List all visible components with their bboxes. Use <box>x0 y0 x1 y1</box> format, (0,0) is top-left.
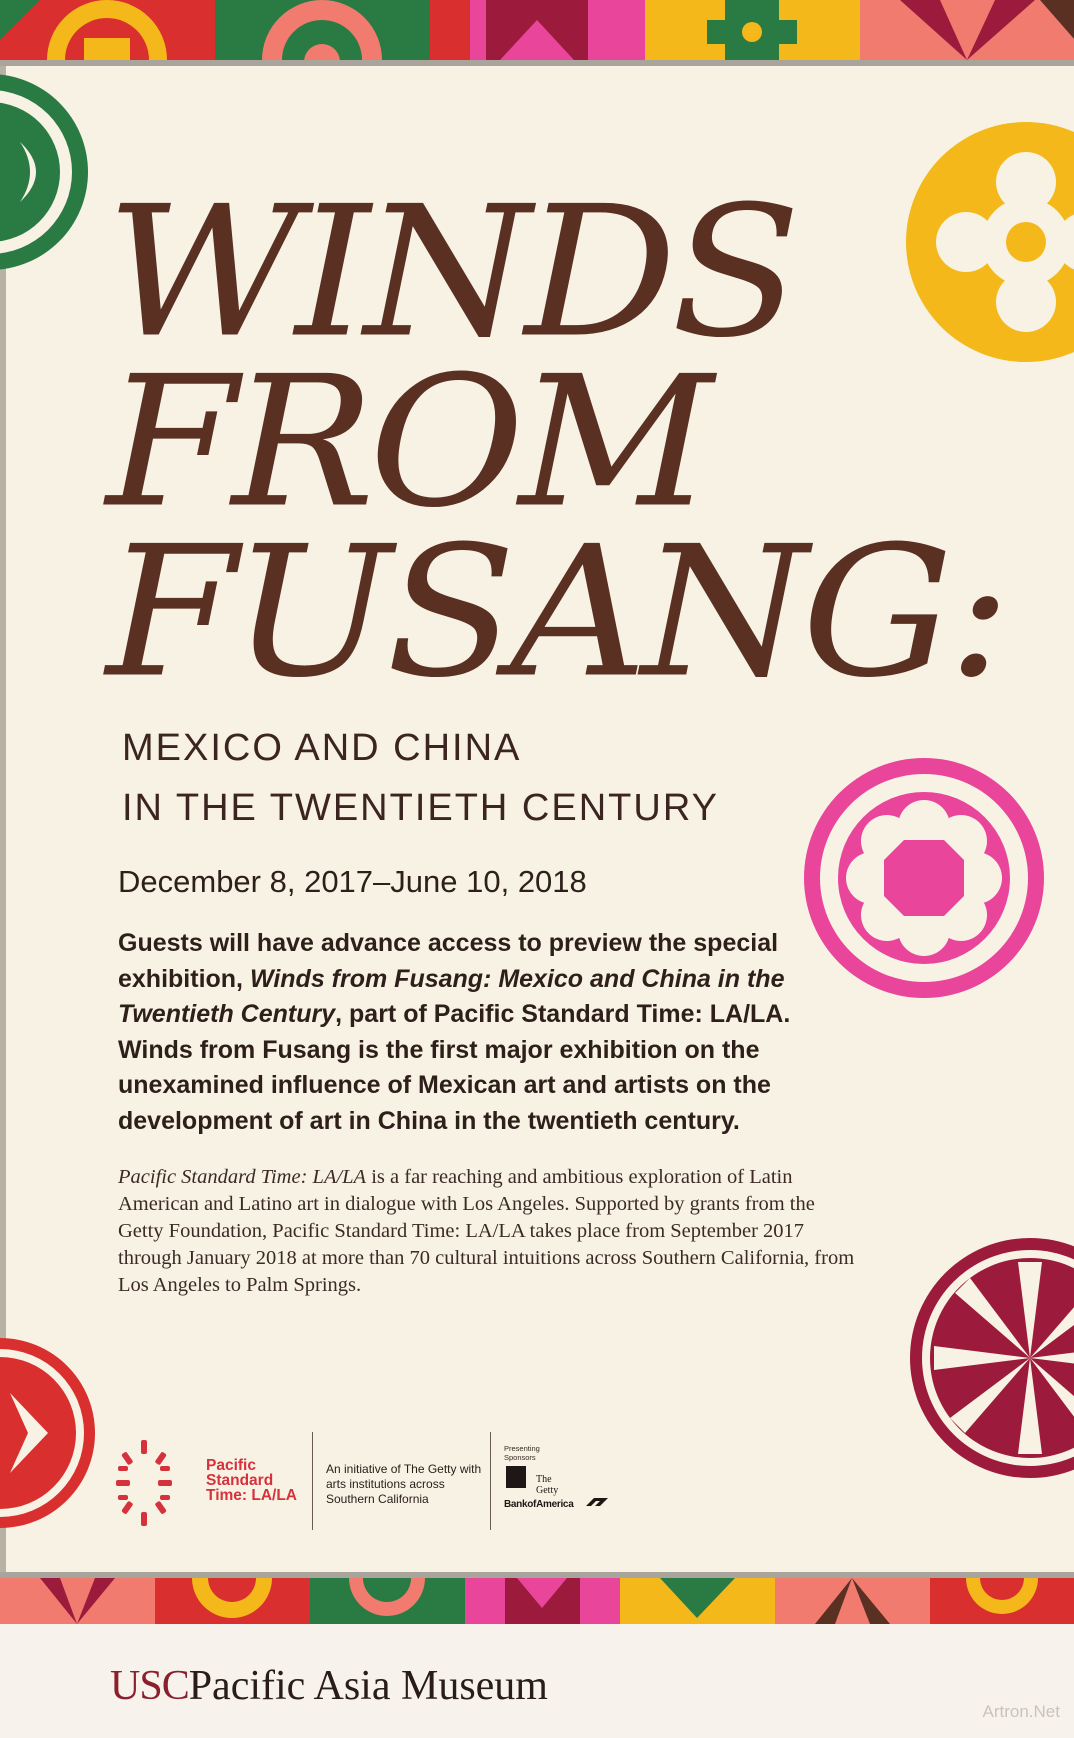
bank-of-america-logo-text: BankofAmerica <box>504 1499 574 1510</box>
body-pst-name: Pacific Standard Time: LA/LA <box>118 1166 367 1188</box>
subtitle-line-2: IN THE TWENTIETH CENTURY <box>122 787 719 829</box>
title-line-2: FROM <box>106 337 708 548</box>
title-line-3: FUSANG: <box>106 507 1006 718</box>
pst-logo-line-3: Time: LA/LA <box>206 1487 297 1504</box>
getty-logo-text: The Getty <box>536 1474 559 1496</box>
lead-text-end: , part of Pacific Standard Time: LA/LA. Winds from Fusang is the first major exhibition on the unexamined influence of Mexican art and artists on the development of art in China in the twentieth century. <box>118 1000 791 1135</box>
lead-exhibition-name: Winds from Fusang: Mexico and China in the Twentieth Century <box>118 964 785 1028</box>
crimson-ornament-tile <box>860 0 1074 60</box>
bottom-pattern-band <box>0 1578 1074 1624</box>
bottom-tile-yellow <box>155 1578 310 1624</box>
panel-top-border <box>0 60 1074 66</box>
red-ornament-tile <box>0 0 215 60</box>
museum-logo-text <box>110 1662 548 1710</box>
artron-watermark: Artron.Net <box>982 1702 1060 1721</box>
pst-logo-line-1: Pacific <box>206 1457 256 1474</box>
lead-paragraph <box>118 926 838 1139</box>
bottom-tile-pink <box>465 1578 620 1624</box>
red-circle-ornament <box>0 1318 100 1548</box>
pst-logo-line-2: Standard <box>206 1472 274 1489</box>
getty-initiative-text: An initiative of The Getty with arts institutions across Southern California <box>326 1462 482 1506</box>
bottom-tile-yellow-green <box>620 1578 775 1624</box>
body-text: is a far reaching and ambitious exploration of Latin American and Latino art in dialogue with Los Angeles. Supported by grants from the Getty Foundation, Pacific Standard Time: LA/LA takes place from September 2017 through January 2018 at more than 70 cultural intuitions across Southern California, from Los Angeles to Palm Springs. <box>118 1166 855 1296</box>
logo-divider-1 <box>312 1432 313 1530</box>
yellow-ornament-tile <box>645 0 860 60</box>
museum-name: Pacific Asia Museum <box>188 1663 548 1709</box>
title-line-1: WINDS <box>106 167 796 378</box>
exhibition-title <box>106 167 1006 718</box>
green-circle-ornament <box>0 72 96 272</box>
exhibition-subtitle <box>122 718 719 838</box>
pink-ornament-tile <box>430 0 645 60</box>
lead-text-start: Guests will have advance access to preview the special exhibition, <box>118 929 779 993</box>
logo-divider-2 <box>490 1432 491 1530</box>
pst-logo-text <box>206 1458 316 1503</box>
exhibition-dates: December 8, 2017–June 10, 2018 <box>118 864 587 899</box>
poster-panel <box>0 62 1074 1574</box>
bank-of-america-flag-icon <box>584 1496 610 1510</box>
bottom-tile-red <box>930 1578 1074 1624</box>
pink-flower-ornament <box>804 758 1044 998</box>
top-pattern-band <box>0 0 1074 60</box>
green-ornament-tile <box>215 0 430 60</box>
pst-burst-logo <box>116 1438 172 1528</box>
usc-text: USC <box>110 1663 189 1709</box>
bottom-tile-green <box>310 1578 465 1624</box>
museum-footer <box>0 1624 1074 1738</box>
bottom-tile-crimson <box>775 1578 930 1624</box>
crimson-pinwheel-ornament <box>910 1238 1074 1478</box>
bottom-tile-salmon <box>0 1578 155 1624</box>
presenting-sponsors-label: Presenting Sponsors <box>504 1444 540 1462</box>
subtitle-line-1: MEXICO AND CHINA <box>122 727 522 769</box>
body-paragraph <box>118 1164 858 1299</box>
getty-logo-mark <box>506 1466 526 1488</box>
